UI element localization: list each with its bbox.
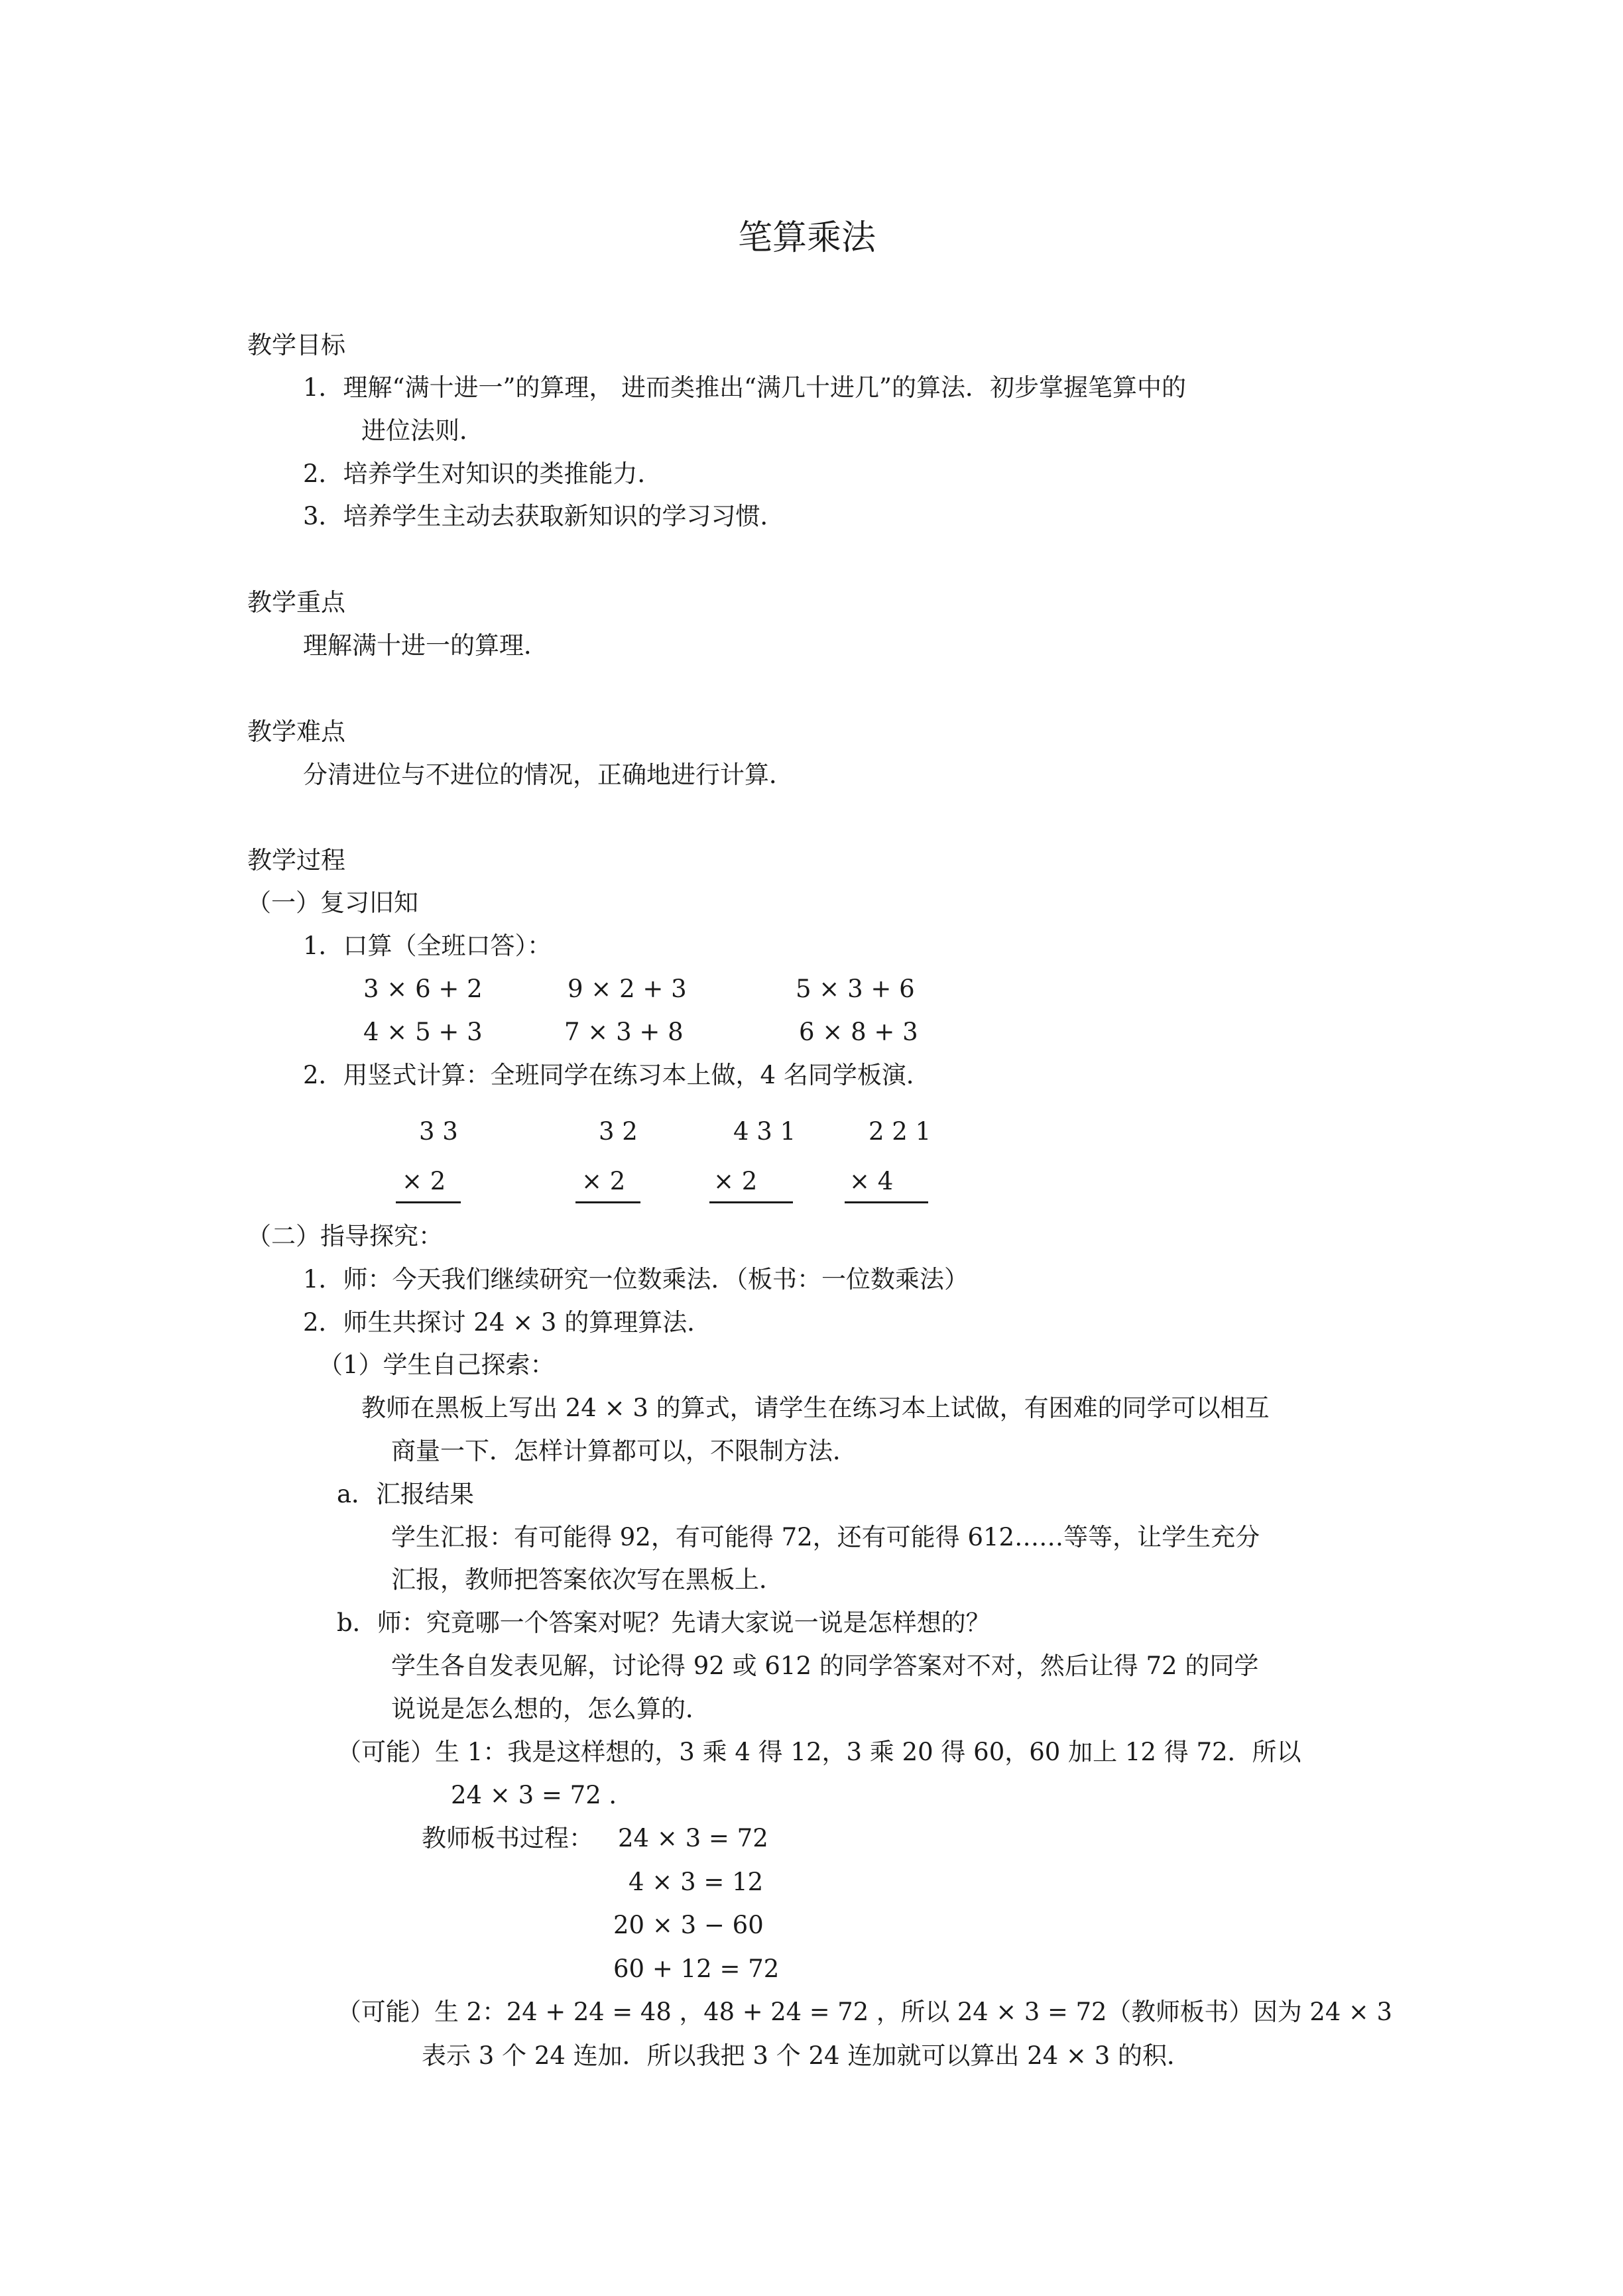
student2-paragraph: （可能）生 2：24 + 24 = 48 ，48 + 24 = 72 ，所以 24 × 3 = 72（教师板书）因为 24 × 3: [337, 1998, 1392, 2026]
board-line: 20 × 3 − 60: [613, 1911, 764, 1939]
sub1-heading: （1）学生自己探索：: [318, 1351, 555, 1379]
vertical-underline: [709, 1201, 793, 1203]
oral-heading: 1．口算（全班口答）：: [303, 932, 552, 960]
step-a-heading: a．汇报结果: [337, 1480, 475, 1508]
step-b-paragraph-cont: 说说是怎么想的，怎么算的．: [391, 1695, 710, 1723]
objective-item-3: 3．培养学生主动去获取新知识的学习习惯．: [303, 502, 785, 530]
objectives-heading: 教学目标: [247, 331, 345, 359]
vertical-underline: [575, 1201, 640, 1203]
difficulty-text: 分清进位与不进位的情况，正确地进行计算．: [303, 760, 794, 789]
objective-item-1: 1．理解“满十进一”的算理， 进而类推出“满几十进几”的算法．初步掌握笔算中的: [303, 373, 1186, 402]
vertical-bottom: × 2: [713, 1167, 758, 1195]
key-point-text: 理解满十进一的算理．: [303, 631, 548, 660]
step-b-heading: b．师：究竟哪一个答案对呢？先请大家说一说是怎样想的？: [337, 1608, 991, 1637]
board-line: 24 × 3 = 72: [618, 1824, 768, 1852]
board-label: 教师板书过程：: [422, 1824, 593, 1852]
board-line: 4 × 3 = 12: [629, 1868, 764, 1896]
oral-expression: 5 × 3 + 6: [796, 975, 915, 1003]
oral-expression: 6 × 8 + 3: [799, 1018, 918, 1046]
difficulty-heading: 教学难点: [247, 717, 345, 746]
step-a-paragraph: 学生汇报：有可能得 92，有可能得 72，还有可能得 612……等等，让学生充分: [391, 1523, 1260, 1551]
oral-expression: 9 × 2 + 3: [568, 975, 687, 1003]
oral-expression: 7 × 3 + 8: [564, 1018, 684, 1046]
process-heading: 教学过程: [247, 846, 345, 875]
vertical-bottom: × 2: [581, 1167, 626, 1195]
vertical-top: 3 3: [419, 1117, 458, 1146]
vertical-heading: 2．用竖式计算：全班同学在练习本上做，4 名同学板演．: [303, 1061, 931, 1089]
oral-expression: 3 × 6 + 2: [363, 975, 483, 1003]
guided-heading: （二）指导探究：: [247, 1222, 443, 1250]
vertical-top: 2 2 1: [869, 1117, 932, 1146]
step-a-paragraph-cont: 汇报，教师把答案依次写在黑板上．: [391, 1565, 784, 1594]
vertical-top: 3 2: [599, 1117, 638, 1146]
student1-paragraph-cont: 24 × 3 = 72 ．: [451, 1781, 634, 1809]
vertical-underline: [845, 1201, 928, 1203]
board-line: 60 + 12 = 72: [613, 1955, 780, 1983]
objective-item-2: 2．培养学生对知识的类推能力．: [303, 459, 662, 488]
sub1-paragraph: 教师在黑板上写出 24 × 3 的算式，请学生在练习本上试做，有困难的同学可以相互: [361, 1394, 1270, 1422]
vertical-bottom: × 4: [849, 1167, 894, 1195]
vertical-bottom: × 2: [402, 1167, 446, 1195]
key-point-heading: 教学重点: [247, 588, 345, 617]
vertical-underline: [396, 1201, 461, 1203]
step-b-paragraph: 学生各自发表见解，讨论得 92 或 612 的同学答案对不对，然后让得 72 的同学: [391, 1652, 1259, 1680]
guided-item-2: 2．师生共探讨 24 × 3 的算理算法．: [303, 1308, 712, 1337]
student1-paragraph: （可能）生 1：我是这样想的，3 乘 4 得 12，3 乘 20 得 60，60 加上 12 得 72．所以: [337, 1738, 1301, 1766]
vertical-top: 4 3 1: [733, 1117, 796, 1146]
sub1-paragraph-cont: 商量一下．怎样计算都可以，不限制方法．: [391, 1437, 857, 1465]
page-title: 笔算乘法: [738, 218, 876, 258]
objective-item-1-cont: 进位法则．: [361, 416, 484, 445]
review-heading: （一）复习旧知: [247, 888, 418, 917]
student2-paragraph-cont: 表示 3 个 24 连加．所以我把 3 个 24 连加就可以算出 24 × 3 的积．: [422, 2041, 1192, 2070]
oral-expression: 4 × 5 + 3: [363, 1018, 483, 1046]
guided-item-1: 1．师：今天我们继续研究一位数乘法．（板书：一位数乘法）: [303, 1265, 969, 1294]
